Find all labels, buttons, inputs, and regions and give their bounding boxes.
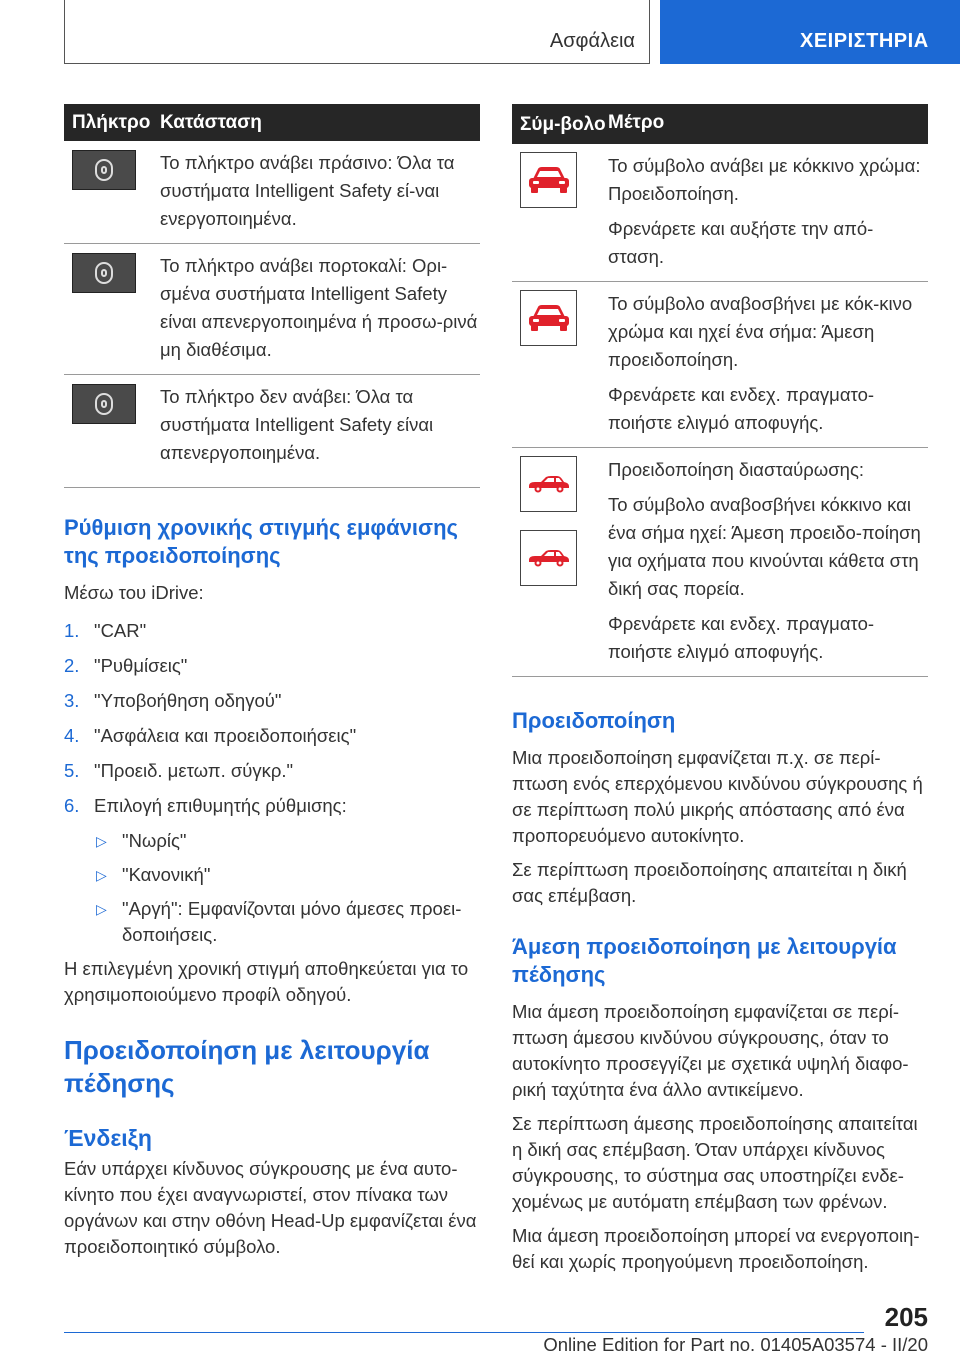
col-header-measure: Μέτρο [608, 104, 928, 144]
measure-text: Προειδοποίηση διασταύρωσης: [608, 459, 865, 480]
triangle-bullet-icon: ▷ [96, 901, 107, 917]
status-text: Το πλήκτρο ανάβει πορτοκαλί: Ορι-σμένα συστήματα Intelligent Safety είναι απενεργοποιημένα ή προσω-ρινά μη διαθέσιμα. [160, 244, 480, 375]
status-text: Το πλήκτρο ανάβει πράσινο: Όλα τα συστήματα Intelligent Safety εί-ναι ενεργοποιημένα. [160, 141, 480, 244]
indication-text: Εάν υπάρχει κίνδυνος σύγκρουσης με ένα αυτο-κίνητο που έχει αναγνωριστεί, στον πίνακα των οργάνων και στην οθόνη Head-Up εμφανίζεται ένα προειδοποιητικό σύμβολο. [64, 1158, 477, 1257]
intelligent-safety-button-green-icon [72, 150, 136, 190]
car-front-flashing-icon [520, 290, 577, 346]
table-row [64, 375, 480, 488]
table-row [64, 141, 480, 244]
car-front-warning-icon [520, 152, 577, 208]
col-header-button: Πλήκτρο [64, 104, 160, 141]
car-side-crossing-icon [520, 530, 577, 586]
edition-text: Online Edition for Part no. 01405A03574 - II/20 [543, 1334, 928, 1355]
measure-text: Φρενάρετε και ενδεχ. πραγματο-ποιήστε ελιγμό αποφυγής. [608, 384, 875, 433]
symbol-table [512, 104, 928, 677]
section-title: Ασφάλεια [549, 30, 635, 52]
immediate-warning-text: Σε περίπτωση άμεσης προειδοποίησης απαιτείται η δική σας επέμβαση. Όταν υπάρχει κίνδυνος σύγκρουσης, το σύστημα σας υποστηρίζει ενδε-χομένως με αυτόματη επέμβαση των φρένων. [512, 1113, 918, 1212]
measure-text: Το σύμβολο αναβοσβήνει κόκκινο και ένα σήμα ηχεί: Άμεση προειδο-ποίηση για οχήματα που κινούνται κάθετα στη δική σας πορεία. [608, 494, 921, 599]
col-header-status: Κατάσταση [160, 104, 480, 141]
timing-intro: Μέσω του iDrive: [64, 582, 204, 603]
immediate-warning-heading: Άμεση προειδοποίηση με λειτουργία πέδησης [512, 934, 897, 987]
list-item: 1. "CAR" [64, 620, 147, 641]
timing-heading: Ρύθμιση χρονικής στιγμής εμφάνισης της προειδοποίησης [64, 515, 458, 568]
immediate-warning-text: Μια άμεση προειδοποίηση εμφανίζεται σε περί-πτωση άμεσου κινδύνου σύγκρουσης, όταν το αυτοκίνητο προσεγγίζει με σχετικά υψηλή διαφο-ρική ταχύτητα ένα άλλο αντικείμενο. [512, 1001, 909, 1100]
indication-heading: Ένδειξη [64, 1125, 152, 1151]
table-row [512, 144, 928, 282]
measure-text: Φρενάρετε και ενδεχ. πραγματο-ποιήστε ελιγμό αποφυγής. [608, 613, 875, 662]
measure-text: Το σύμβολο ανάβει με κόκκινο χρώμα: Προειδοποίηση. [608, 155, 921, 204]
timing-note: Η επιλεγμένη χρονική στιγμή αποθηκεύεται για το χρησιμοποιούμενο προφίλ οδηγού. [64, 958, 469, 1005]
button-status-table [64, 104, 480, 488]
footer-divider [64, 1332, 864, 1333]
immediate-warning-text: Μια άμεση προειδοποίηση μπορεί να ενεργοποιη-θεί και χωρίς προηγούμενη προειδοποίηση. [512, 1225, 920, 1272]
braking-heading: Προειδοποίηση με λειτουργία πέδησης [64, 1035, 430, 1098]
triangle-bullet-icon: ▷ [96, 833, 107, 849]
list-item: 6. Επιλογή επιθυμητής ρύθμισης: [64, 795, 347, 816]
right-column [512, 104, 928, 1275]
warning-text: Μια προειδοποίηση εμφανίζεται π.χ. σε περί-πτωση ενός επερχόμενου κινδύνου σύγκρουσης ή σε περίπτωση πολύ μικρής απόστασης από ένα προπορευόμενο αυτοκίνητο. [512, 747, 923, 846]
list-item: 5. "Προειδ. μετωπ. σύγκρ." [64, 760, 294, 781]
timing-steps [64, 618, 480, 819]
intelligent-safety-button-orange-icon [72, 253, 136, 293]
table-row [64, 244, 480, 375]
warning-text: Σε περίπτωση προειδοποίησης απαιτείται η δική σας επέμβαση. [512, 859, 907, 906]
list-item: 3. "Υποβοήθηση οδηγού" [64, 690, 282, 711]
triangle-bullet-icon: ▷ [96, 867, 107, 883]
list-item: ▷ "Νωρίς" [64, 828, 480, 854]
table-row [512, 448, 928, 677]
left-column [64, 104, 480, 1260]
intelligent-safety-button-off-icon [72, 384, 136, 424]
table-row [512, 282, 928, 448]
timing-options [64, 828, 480, 948]
measure-text: Φρενάρετε και αυξήστε την από-σταση. [608, 218, 874, 267]
list-item: 2. "Ρυθμίσεις" [64, 655, 188, 676]
col-header-symbol: Σύμ-βολο [512, 104, 608, 144]
chapter-tab[interactable]: ΧΕΙΡΙΣΤΗΡΙΑ [660, 0, 960, 64]
page-number: 205 [884, 1302, 928, 1332]
status-text: Το πλήκτρο δεν ανάβει: Όλα τα συστήματα Intelligent Safety είναι απενεργοποιημένα. [160, 375, 480, 488]
warning-heading: Προειδοποίηση [512, 708, 676, 733]
list-item: 4. "Ασφάλεια και προειδοποιήσεις" [64, 725, 357, 746]
list-item: ▷ "Αργή": Εμφανίζονται μόνο άμεσες προει-δοποιήσεις. [96, 898, 462, 945]
measure-text: Το σύμβολο αναβοσβήνει με κόκ-κινο χρώμα και ηχεί ένα σήμα: Άμεση προειδοποίηση. [608, 293, 913, 370]
car-side-crossing-icon [520, 456, 577, 512]
list-item: ▷ "Κανονική" [64, 862, 480, 888]
